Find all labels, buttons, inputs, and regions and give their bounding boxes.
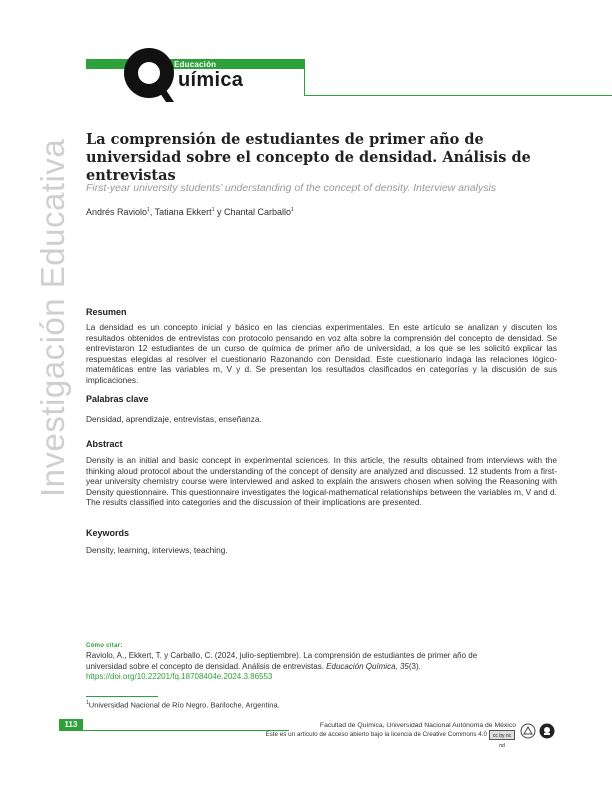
logo-educacion: Educación — [174, 60, 217, 69]
citation-body: Raviolo, A., Ekkert, T. y Carballo, C. (2024, julio-septiembre). La comprensión de estudiantes de primer año de universidad sobre el concepto de densidad. Análisis de entrevistas. — [86, 651, 478, 671]
logo-q-icon — [120, 44, 180, 106]
resumen-text: La densidad es un concepto inicial y básico en las ciencias experimentales. En este artículo se analizan y discuten los resultados obtenidos de entrevistas con protocolo pensando en voz alta sobre la comprensión del concepto de densidad. Se entrevistaron 12 estudiantes de un curso de química de primer año de universidad, a los que se les solicitó explicar las respuestas elegidas al resolver el cuestionario Razonando con Densidad. Este cuestionario indaga las relaciones lógico-matemáticas entre las variables m, V y d. Se presentan los resultados clasificados en categorías y la discusión de sus implicaciones. — [86, 322, 557, 385]
cc-license-icon[interactable]: cc by nc nd — [489, 730, 515, 740]
page-number: 113 — [59, 719, 83, 731]
affiliation-marker: 1 — [291, 207, 294, 213]
footnote-text: Universidad Nacional de Río Negro. Bariloche, Argentina. — [88, 700, 280, 710]
section-side-title: Investigación Educativa — [34, 138, 71, 497]
logo-quimica: uímica — [178, 69, 244, 91]
affiliation-footnote — [86, 700, 280, 710]
abstract-text: Density is an initial and basic concept in experimental sciences. In this article, the results obtained from interviews with the thinking aloud protocol about the understanding of the concept of density are analyzed and discussed. 12 students from a first-year university chemistry course were interviewed and asked to explain the answers chosen when solving the Reasoning with Density questionnaire. This questionnaire investigates the logical-mathematical relationships between the variables m, V and d. The results classified into categories and the discussion of their implications are presented. — [86, 455, 557, 507]
author-name: Andrés Raviolo — [86, 207, 148, 217]
footer-faculty: Facultad de Química, Universidad Nacional Autónoma de México — [319, 722, 516, 729]
citation-journal: Educación Química, 35 — [326, 661, 409, 671]
citation-text — [86, 651, 516, 683]
unam-seal-icon — [539, 723, 555, 739]
citation-issue: (3). — [408, 661, 421, 671]
keywords-heading: Keywords — [86, 528, 130, 538]
palabras-clave-text: Densidad, aprendizaje, entrevistas, enseñanza. — [86, 414, 262, 424]
fq-seal-icon — [520, 723, 536, 739]
author-list — [86, 207, 294, 217]
abstract-heading: Abstract — [86, 439, 123, 449]
palabras-clave-heading: Palabras clave — [86, 394, 149, 404]
affiliation-marker: 1 — [147, 207, 150, 213]
citation-label: Cómo citar: — [86, 643, 123, 649]
keywords-text: Density, learning, interviews, teaching. — [86, 545, 228, 555]
article-title-english: First-year university students’ understanding of the concept of density. Interview analysis — [86, 182, 497, 194]
header-rule — [304, 59, 612, 96]
author-name: y Chantal Carballo — [214, 207, 292, 217]
footer-license: Este es un artículo de acceso abierto bajo la licencia de Creative Commons 4.0 — [265, 731, 487, 738]
footnote-rule — [86, 696, 158, 697]
author-name: , Tatiana Ekkert — [149, 207, 212, 217]
resumen-heading: Resumen — [86, 307, 127, 317]
citation-doi-link[interactable]: https://doi.org/10.22201/fq.18708404e.2024.3.86553 — [86, 672, 273, 681]
article-title: La comprensión de estudiantes de primer año de universidad sobre el concepto de densidad. Análisis de entrevistas — [86, 131, 531, 184]
footnote-marker: 1 — [86, 700, 89, 706]
affiliation-marker: 1 — [211, 207, 215, 213]
